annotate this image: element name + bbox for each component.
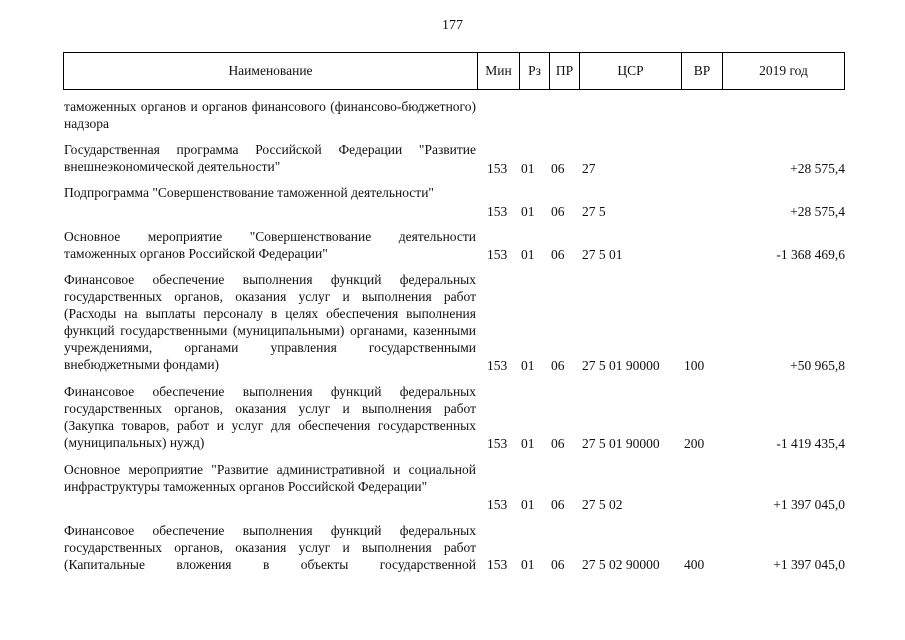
row-amount: -1 419 435,4 xyxy=(776,436,845,451)
row-name: Финансовое обеспечение выполнения функций федеральных государственных органов, оказания услуг и выполнения работ (Расходы на выплаты персоналу в целях обеспечения выполнения функций государственными (муниципальными) органами, казенными учреждениями, органами управления государственными внебюджетными фондами) xyxy=(64,272,476,372)
row-rz: 01 xyxy=(521,161,535,176)
row-rz: 01 xyxy=(521,497,535,512)
row-pr: 06 xyxy=(551,358,565,373)
row-vr: 100 xyxy=(684,358,705,373)
header-pr: ПР xyxy=(549,53,579,89)
header-csr: ЦСР xyxy=(579,53,681,89)
row-pr: 06 xyxy=(551,161,565,176)
table-header xyxy=(63,52,845,90)
row-min: 153 xyxy=(487,358,508,373)
row-csr: 27 5 01 90000 xyxy=(582,358,660,373)
header-name: Наименование xyxy=(228,63,313,78)
header-vr: ВР xyxy=(681,53,722,89)
row-name: Основное мероприятие "Развитие административной и социальной инфраструктуры таможенных органов Российской Федерации" xyxy=(64,462,476,494)
row-amount: +28 575,4 xyxy=(790,204,845,219)
row-rz: 01 xyxy=(521,204,535,219)
row-vr: 400 xyxy=(684,557,705,572)
row-name: Основное мероприятие "Совершенствование деятельности таможенных органов Российской Федерации" xyxy=(64,229,476,261)
row-min: 153 xyxy=(487,247,508,262)
row-name: Государственная программа Российской Федерации "Развитие внешнеэкономической деятельности" xyxy=(64,142,476,174)
row-rz: 01 xyxy=(521,436,535,451)
row-pr: 06 xyxy=(551,557,565,572)
row-name: Подпрограмма "Совершенствование таможенной деятельности" xyxy=(64,185,434,200)
row-min: 153 xyxy=(487,497,508,512)
row-amount: +50 965,8 xyxy=(790,358,845,373)
row-min: 153 xyxy=(487,436,508,451)
row-pr: 06 xyxy=(551,436,565,451)
row-rz: 01 xyxy=(521,358,535,373)
row-rz: 01 xyxy=(521,557,535,572)
row-pr: 06 xyxy=(551,204,565,219)
row-name: таможенных органов и органов финансового (финансово-бюджетного) надзора xyxy=(64,99,476,131)
row-pr: 06 xyxy=(551,247,565,262)
row-amount: +28 575,4 xyxy=(790,161,845,176)
row-csr: 27 5 01 xyxy=(582,247,623,262)
row-amount: +1 397 045,0 xyxy=(773,497,845,512)
row-amount: -1 368 469,6 xyxy=(776,247,845,262)
row-name: Финансовое обеспечение выполнения функций федеральных государственных органов, оказания услуг и выполнения работ (Закупка товаров, работ и услуг для обеспечения государственных (муниципальных) нужд) xyxy=(64,384,476,450)
row-name: Финансовое обеспечение выполнения функций федеральных государственных органов, оказания услуг и выполнения работ (Капитальные вложения в объекты государственной xyxy=(64,523,476,572)
row-csr: 27 5 01 90000 xyxy=(582,436,660,451)
header-rz: Рз xyxy=(519,53,549,89)
row-pr: 06 xyxy=(551,497,565,512)
row-rz: 01 xyxy=(521,247,535,262)
row-amount: +1 397 045,0 xyxy=(773,557,845,572)
header-min: Мин xyxy=(477,53,519,89)
row-min: 153 xyxy=(487,204,508,219)
page-number: 177 xyxy=(442,18,463,33)
row-csr: 27 5 02 90000 xyxy=(582,557,660,572)
row-min: 153 xyxy=(487,557,508,572)
row-csr: 27 5 02 xyxy=(582,497,623,512)
row-csr: 27 5 xyxy=(582,204,606,219)
row-vr: 200 xyxy=(684,436,705,451)
header-year: 2019 год xyxy=(722,53,844,89)
row-csr: 27 xyxy=(582,161,596,176)
row-min: 153 xyxy=(487,161,508,176)
